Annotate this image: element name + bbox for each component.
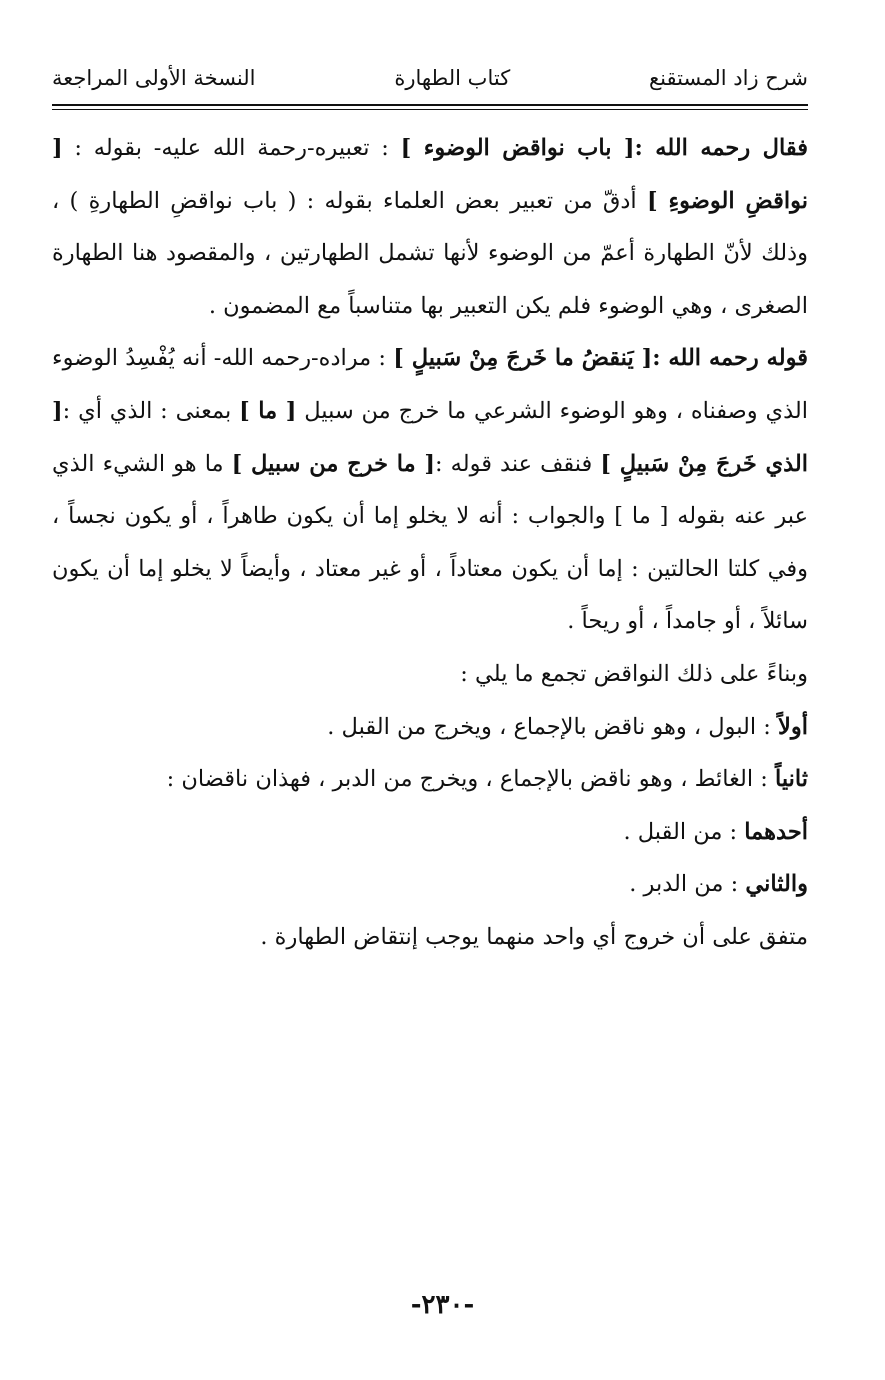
- list-marker: ثانياً: [774, 766, 808, 793]
- paragraph-text: ما هو الشيء الذي عبر عنه بقوله [ ما ] والجواب : أنه لا يخلو إما أن يكون طاهراً ، أو يكون نجساً ، وفي كلتا الحالتين : إما أن يكون معتاداً ، أو غير معتاد ، وأيضاً لا يخلو إما أن يكون سائلاً ، أو جامداً ، أو ريحاً .: [52, 450, 808, 635]
- paragraph-conclusion: [52, 911, 808, 964]
- list-item-text: : الغائط ، وهو ناقض بالإجماع ، ويخرج من الدبر ، فهذان ناقضان :: [166, 766, 775, 793]
- sub-item-text: : من القبل .: [623, 818, 745, 845]
- sub-item-second: [52, 858, 808, 911]
- header-book-title: شرح زاد المستقنع: [649, 66, 808, 90]
- running-header: [52, 58, 808, 98]
- body-text: [52, 122, 808, 964]
- quoted-heading: قوله رحمه الله :[ يَنقضُ ما خَرجَ مِنْ سَبيلٍ ]: [393, 345, 808, 372]
- list-marker: أولاً: [778, 713, 808, 740]
- list-item-second: [52, 753, 808, 806]
- paragraph-text: فنقف عند قوله :: [435, 450, 601, 477]
- paragraph-nullifier-definition: [52, 332, 808, 648]
- list-item-first: [52, 701, 808, 754]
- header-chapter-title: كتاب الطهارة: [394, 66, 511, 90]
- paragraph-text: أدقّ من تعبير بعض العلماء بقوله : ( باب نواقضِ الطهارةِ ) ، وذلك لأنّ الطهارة أعمّ من الوضوء لأنها تشمل الطهارتين ، والمقصود هنا الطهارة الصغرى ، وهي الوضوء فلم يكن التعبير بها متناسباً مع المضمون .: [52, 187, 808, 319]
- paragraph-text: : تعبيره-رحمة الله عليه- بقوله :: [62, 135, 401, 161]
- paragraph-text: بمعنى : الذي أي :: [62, 397, 240, 424]
- paragraph-text: وبناءً على ذلك النواقض تجمع ما يلي :: [460, 660, 808, 687]
- header-rule-thick: [52, 104, 808, 106]
- list-item-text: : البول ، وهو ناقض بالإجماع ، ويخرج من القبل .: [327, 713, 779, 740]
- quoted-term: [ ما خرج من سبيل ]: [231, 450, 436, 477]
- quoted-term: [ ما ]: [239, 397, 297, 424]
- paragraph-text: متفق على أن خروج أي واحد منهما يوجب إنتقاض الطهارة .: [260, 923, 808, 950]
- quoted-heading: فقال رحمه الله :[ باب نواقض الوضوء ]: [400, 135, 808, 161]
- quoted-term: [ الذي خَرجَ مِنْ سَبيلٍ ]: [52, 397, 808, 477]
- paragraph-chapter-intro: [52, 122, 808, 332]
- page-number: -٢٣٠-: [410, 1290, 475, 1320]
- sub-item-marker: أحدهما: [744, 818, 808, 845]
- header-rule-thin: [52, 109, 808, 110]
- sub-item-marker: والثاني: [745, 871, 808, 898]
- sub-item-text: : من الدبر .: [629, 871, 746, 898]
- paragraph-summary-intro: [52, 648, 808, 701]
- sub-item-first: [52, 806, 808, 859]
- quoted-term: [ نواقضِ الوضوءِ ]: [52, 135, 808, 214]
- paragraph-text: : مراده-رحمه الله- أنه يُفْسِدُ الوضوء الذي وصفناه ، وهو الوضوء الشرعي ما خرج من سبيل: [52, 345, 809, 424]
- header-edition-note: النسخة الأولى المراجعة: [52, 66, 256, 90]
